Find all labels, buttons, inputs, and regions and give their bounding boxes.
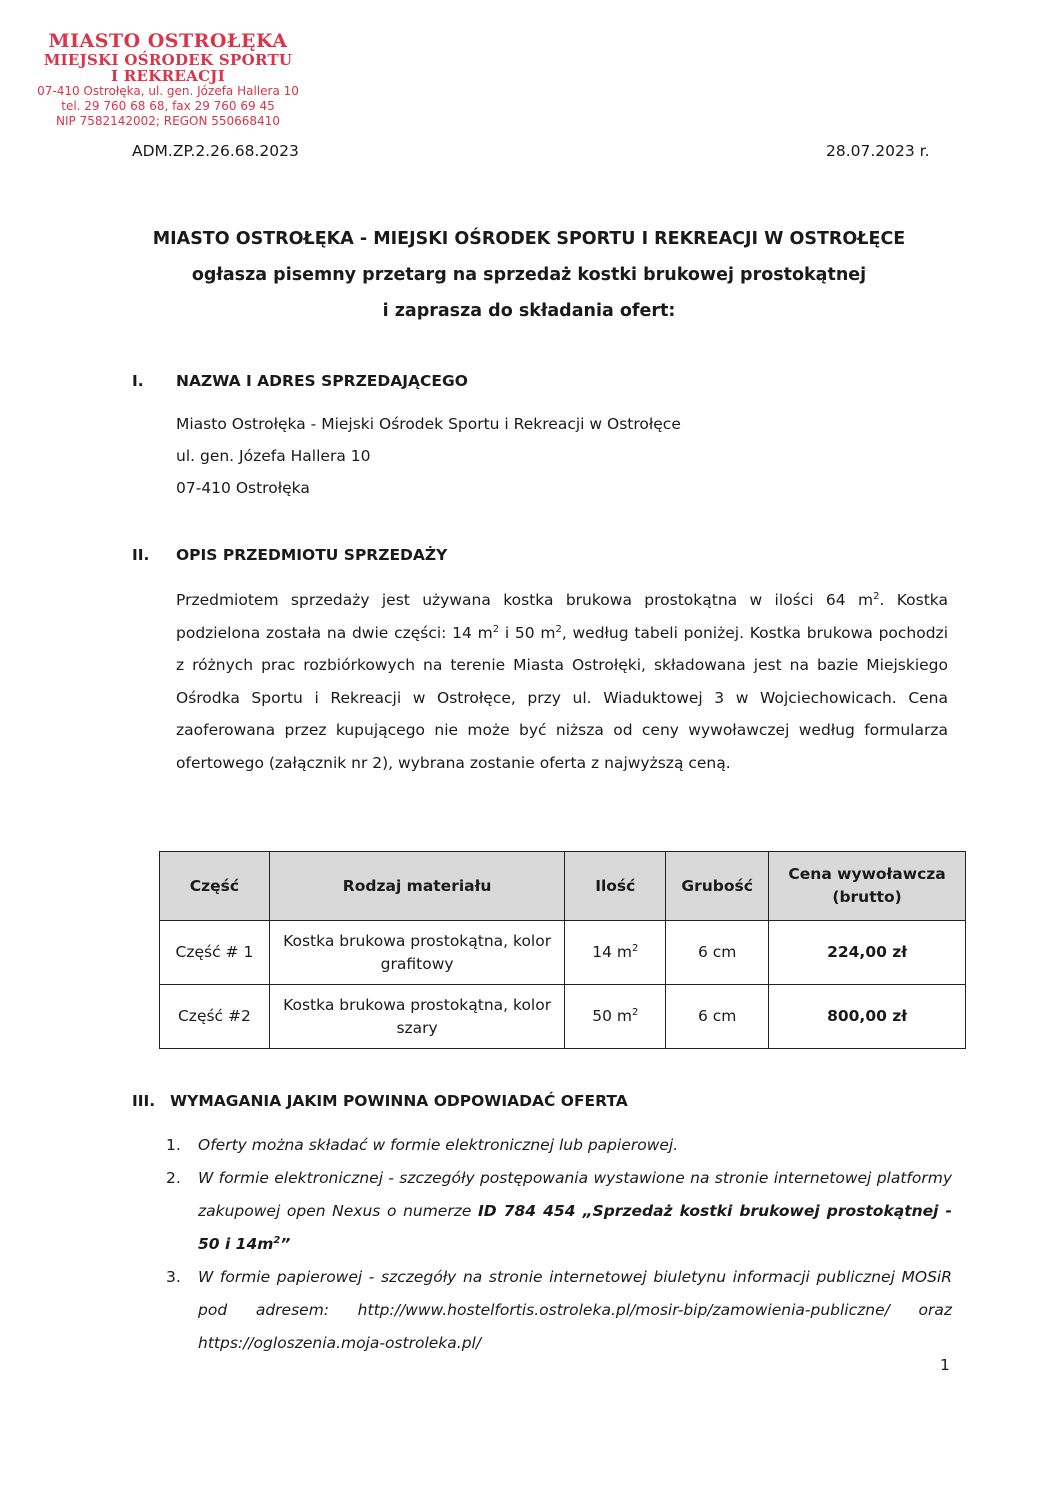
quantity-value: 14 m: [592, 943, 632, 961]
cell-quantity: [565, 985, 666, 1049]
cell-part: Część #2: [160, 985, 270, 1049]
item-text: W formie elektronicznej - szczegóły postępowania wystawione na stronie internetowej platformy zakupowej open Nexus o numerze: [198, 1169, 952, 1220]
section-3-header: [132, 1092, 628, 1110]
section-3-title: WYMAGANIA JAKIM POWINNA ODPOWIADAĆ OFERTA: [170, 1092, 628, 1110]
document-date: 28.07.2023 r.: [826, 142, 930, 160]
header-part: Część: [160, 852, 270, 921]
stamp-line-1: MIASTO OSTROŁĘKA: [48, 30, 288, 52]
desc-sup-3: 2: [555, 623, 562, 635]
sale-description: [176, 584, 948, 779]
table-row: [160, 921, 966, 985]
heading-line-2: ogłasza pisemny przetarg na sprzedaż kostki brukowej prostokątnej: [191, 265, 867, 285]
item-quote-end: ”: [280, 1235, 291, 1253]
item-number: 1.: [166, 1136, 181, 1154]
heading-line-3: i zaprasza do składania ofert:: [382, 301, 676, 321]
table-header-row: [160, 852, 966, 921]
requirements-list: [162, 1129, 952, 1360]
desc-part-4: , według tabeli poniżej. Kostka brukowa pochodzi z różnych prac rozbiórkowych na terenie Miasta Ostrołęki, składowana jest na bazie Miejskiego Ośrodka Sportu i Rekreacji w Ostrołęce, przy ul. Wiaduktowej 3 w Wojciechowicach. Cena zaoferowana przez kupującego nie może być niższa od ceny wywoławczej według formularza ofertowego (załącznik nr 2), wybrana zostanie oferta z najwyższą ceną.: [176, 623, 949, 772]
cell-thickness: 6 cm: [666, 921, 769, 985]
list-item: [162, 1162, 952, 1261]
item-number: 2.: [166, 1169, 181, 1187]
seller-city: 07-410 Ostrołęka: [176, 479, 310, 497]
section-2-header: [132, 546, 447, 564]
section-3-number: III.: [132, 1092, 156, 1110]
stamp-line-3: I REKREACJI: [110, 67, 226, 85]
heading-line-1: MIASTO OSTROŁĘKA - MIEJSKI OŚRODEK SPORTU I REKREACJI W OSTROŁĘCE: [152, 229, 906, 249]
section-1-title: NAZWA I ADRES SPRZEDAJĄCEGO: [176, 372, 468, 390]
list-item: [162, 1261, 952, 1360]
cell-material: Kostka brukowa prostokątna, kolor szary: [269, 985, 565, 1049]
cell-part: Część # 1: [160, 921, 270, 985]
header-price: Cena wywoławcza (brutto): [769, 852, 966, 921]
table-row: [160, 985, 966, 1049]
quantity-unit-sup: 2: [631, 942, 639, 954]
desc-part-3: i 50 m: [499, 623, 556, 642]
section-1-header: [132, 372, 468, 390]
item-text: W formie papierowej - szczegóły na stronie internetowej biuletynu informacji publicznej MOSiR pod adresem: http://www.hostelfortis.ostroleka.pl/mosir-bip/zamowienia-publiczne/ oraz https://ogloszenia.moja-ostroleka.pl/: [198, 1268, 952, 1352]
desc-part-2: . Kostka podzielona została na dwie części: 14 m: [176, 591, 948, 642]
seller-address: [176, 408, 681, 504]
desc-sup-2: 2: [492, 623, 500, 635]
header-thickness: Grubość: [666, 852, 769, 921]
page-number: 1: [940, 1356, 950, 1374]
cell-price: 800,00 zł: [769, 985, 966, 1049]
reference-number: ADM.ZP.2.26.68.2023: [132, 142, 299, 160]
stamp-line-2: MIEJSKI OŚRODEK SPORTU: [43, 51, 293, 69]
quantity-value: 50 m: [592, 1007, 632, 1025]
document-heading: [60, 221, 998, 329]
item-text: Oferty można składać w formie elektronicznej lub papierowej.: [198, 1136, 679, 1154]
cell-price: 224,00 zł: [769, 921, 966, 985]
stamp-line-6: NIP 7582142002; REGON 550668410: [56, 114, 280, 128]
stamp-line-4: 07-410 Ostrołęka, ul. gen. Józefa Hallera 10: [37, 84, 299, 98]
section-2-title: OPIS PRZEDMIOTU SPRZEDAŻY: [176, 546, 448, 564]
desc-sup-1: 2: [873, 590, 880, 602]
price-table: [159, 851, 966, 1049]
header-material: Rodzaj materiału: [269, 852, 565, 921]
desc-part-1: Przedmiotem sprzedaży jest używana kostka brukowa prostokątna w ilości 64 m: [176, 591, 874, 609]
institution-stamp: [18, 30, 318, 129]
cell-quantity: [565, 921, 666, 985]
cell-thickness: 6 cm: [666, 985, 769, 1049]
item-sup: 2: [273, 1234, 281, 1246]
stamp-line-5: tel. 29 760 68 68, fax 29 760 69 45: [61, 99, 275, 113]
section-2-number: II.: [132, 546, 150, 564]
header-quantity: Ilość: [565, 852, 666, 921]
cell-material: Kostka brukowa prostokątna, kolor grafitowy: [269, 921, 565, 985]
section-1-number: I.: [132, 372, 144, 390]
item-number: 3.: [166, 1268, 181, 1286]
list-item: [162, 1129, 952, 1162]
seller-street: ul. gen. Józefa Hallera 10: [176, 447, 371, 465]
nexus-offer-id: ID 784 454 „Sprzedaż kostki brukowej prostokątnej - 50 i 14m: [198, 1202, 952, 1253]
quantity-unit-sup: 2: [631, 1006, 639, 1018]
seller-name: Miasto Ostrołęka - Miejski Ośrodek Sportu i Rekreacji w Ostrołęce: [176, 415, 681, 433]
